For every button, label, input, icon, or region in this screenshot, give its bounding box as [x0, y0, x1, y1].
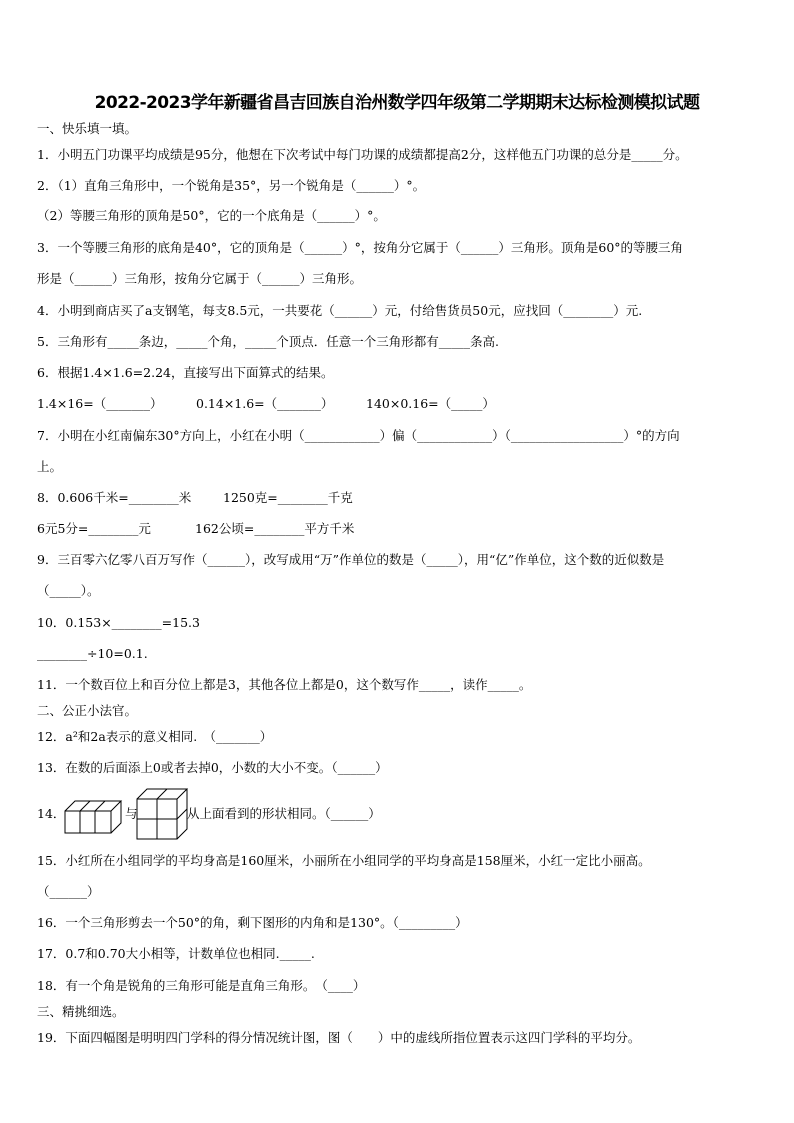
three-cube-row-figure	[64, 800, 126, 834]
question-14-text: 从上面看到的形状相同。（______）	[187, 806, 381, 821]
section-heading-3: 三、精挑细选。	[37, 1004, 125, 1019]
question-8-item-d: 162公顷=________平方千米	[195, 521, 355, 536]
question-17: 17．0.7和0.70大小相等，计数单位也相同._____.	[37, 946, 315, 961]
question-16: 16．一个三角形剪去一个50°的角，剩下图形的内角和是130°。（_________）	[37, 915, 468, 930]
question-14-number: 14．	[37, 806, 66, 821]
question-6-item-b: 0.14×1.6=（_______）	[196, 396, 334, 411]
question-4: 4．小明到商店买了a支钢笔，每支8.5元，一共要花（______）元，付给售货员50元，应找回（________）元.	[37, 303, 643, 318]
section-heading-2: 二、公正小法官。	[37, 703, 138, 718]
question-10-line-2: ________÷10=0.1.	[37, 646, 148, 661]
page-title: 2022-2023学年新疆省昌吉回族自治州数学四年级第二学期期末达标检测模拟试题	[94, 93, 700, 113]
section-heading-1: 一、快乐填一填。	[37, 121, 138, 136]
cube-stack-figure	[136, 788, 188, 840]
question-2-part-2: （2）等腰三角形的顶角是50°，它的一个底角是（______）°。	[37, 208, 386, 223]
question-6-item-a: 1.4×16=（_______）	[37, 396, 163, 411]
question-6: 6．根据1.4×1.6=2.24，直接写出下面算式的结果。	[37, 365, 334, 380]
question-3-line-2: 形是（______）三角形，按角分它属于（______）三角形。	[37, 271, 363, 286]
question-14-with: 与	[125, 806, 138, 821]
question-9-line-2: （_____）。	[37, 583, 100, 598]
question-18: 18．有一个角是锐角的三角形可能是直角三角形。 （____）	[37, 978, 366, 993]
question-8-item-c: 6元5分=________元	[37, 521, 151, 536]
question-15-line-1: 15．小红所在小组同学的平均身高是160厘米，小丽所在小组同学的平均身高是158厘米，小红一定比小丽高。	[37, 853, 651, 868]
question-13: 13．在数的后面添上0或者去掉0，小数的大小不变。（______）	[37, 760, 388, 775]
question-7-line-2: 上。	[37, 459, 63, 474]
question-1: 1．小明五门功课平均成绩是95分，他想在下次考试中每门功课的成绩都提高2分，这样他五门功课的总分是_____分。	[37, 147, 688, 162]
question-8-item-b: 1250克=________千克	[223, 490, 353, 505]
question-9-line-1: 9．三百零六亿零八百万写作（______），改写成用“万”作单位的数是（_____），用“亿”作单位，这个数的近似数是	[37, 552, 665, 567]
question-7-line-1: 7．小明在小红南偏东30°方向上，小红在小明（____________）偏（____________）（__________________）°的方向	[37, 428, 680, 443]
question-2-part-1: 2．（1）直角三角形中，一个锐角是35°，另一个锐角是（______）°。	[37, 178, 426, 193]
question-8-item-a: 8．0.606千米=________米	[37, 490, 192, 505]
question-10-line-1: 10．0.153×________=15.3	[37, 615, 200, 630]
question-11: 11．一个数百位上和百分位上都是3，其他各位上都是0，这个数写作_____，读作_____。	[37, 677, 532, 692]
question-19: 19．下面四幅图是明明四门学科的得分情况统计图，图（ ）中的虚线所指位置表示这四门学科的平均分。	[37, 1030, 641, 1045]
question-6-item-c: 140×0.16=（_____）	[366, 396, 495, 411]
question-15-line-2: （______）	[37, 884, 100, 899]
question-3-line-1: 3．一个等腰三角形的底角是40°，它的顶角是（______）°，按角分它属于（______）三角形。顶角是60°的等腰三角	[37, 240, 684, 255]
question-5: 5．三角形有_____条边，_____个角，_____个顶点．任意一个三角形都有_____条高.	[37, 334, 499, 349]
question-12: 12．a²和2a表示的意义相同. （_______）	[37, 729, 273, 744]
